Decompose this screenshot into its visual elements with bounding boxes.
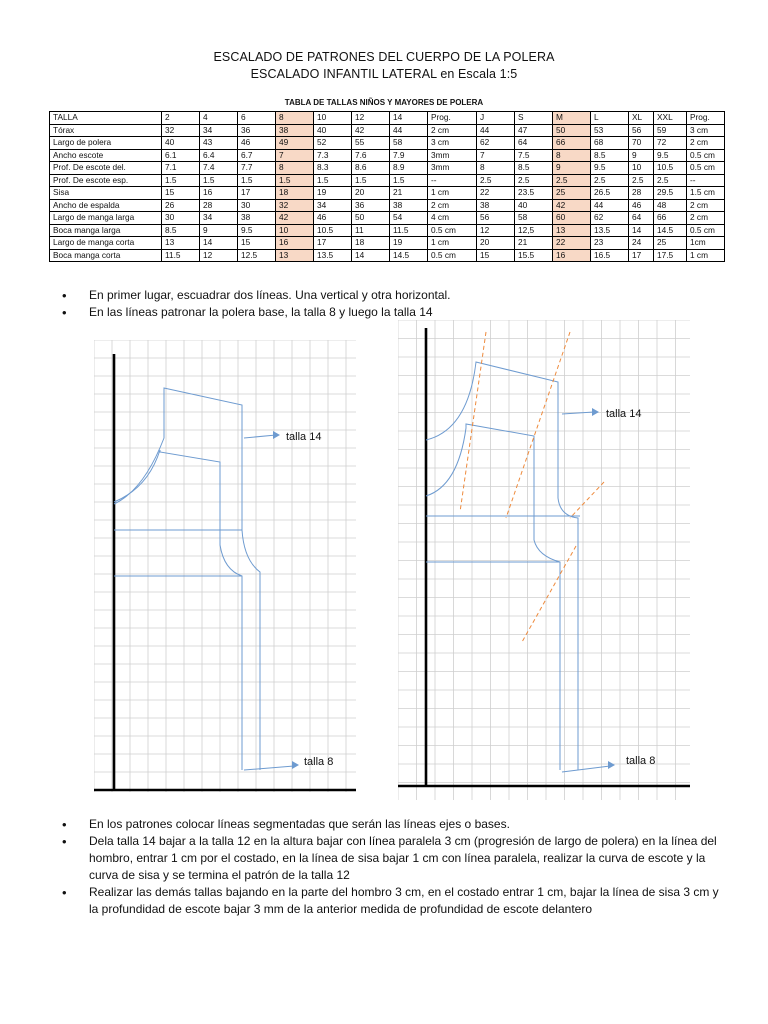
table-cell: 7.5 xyxy=(515,149,553,162)
table-cell: 10 xyxy=(314,112,352,125)
table-cell: 48 xyxy=(654,199,687,212)
table-cell: 34 xyxy=(314,199,352,212)
row-label-cell: Boca manga corta xyxy=(50,249,162,262)
table-cell: 2.5 xyxy=(515,174,553,187)
table-cell: 46 xyxy=(629,199,654,212)
table-cell: 50 xyxy=(352,212,390,225)
table-cell: 64 xyxy=(515,137,553,150)
table-row xyxy=(50,224,725,237)
table-cell: 15 xyxy=(162,187,200,200)
table-cell: 3 cm xyxy=(687,124,725,137)
table-cell: 9 xyxy=(553,162,591,175)
table-cell: 14.5 xyxy=(654,224,687,237)
table-cell: 21 xyxy=(515,237,553,250)
table-cell: 2.5 xyxy=(629,174,654,187)
table-cell: L xyxy=(591,112,629,125)
table-cell: 7.4 xyxy=(200,162,238,175)
table-cell: -- xyxy=(428,174,477,187)
table-cell: 3 cm xyxy=(428,137,477,150)
table-cell: 29.5 xyxy=(654,187,687,200)
table-cell: 40 xyxy=(162,137,200,150)
table-cell: 25 xyxy=(654,237,687,250)
table-cell: 8 xyxy=(553,149,591,162)
table-cell: 18 xyxy=(276,187,314,200)
table-cell: 12 xyxy=(352,112,390,125)
arrow-head xyxy=(608,761,615,769)
table-cell: 7.7 xyxy=(238,162,276,175)
dashed-base-line xyxy=(570,482,604,518)
table-cell: 16 xyxy=(200,187,238,200)
table-cell: 15 xyxy=(238,237,276,250)
table-cell: 16 xyxy=(276,237,314,250)
table-cell: 62 xyxy=(477,137,515,150)
row-label-cell: Ancho de espalda xyxy=(50,199,162,212)
table-cell: 8 xyxy=(477,162,515,175)
table-cell: 44 xyxy=(390,124,428,137)
table-cell: 72 xyxy=(654,137,687,150)
row-label-cell: Boca manga larga xyxy=(50,224,162,237)
table-cell: 3mm xyxy=(428,162,477,175)
table-cell: 3mm xyxy=(428,149,477,162)
table-cell: 26 xyxy=(162,199,200,212)
table-cell: 7 xyxy=(477,149,515,162)
table-cell: 26.5 xyxy=(591,187,629,200)
table-cell: 1.5 xyxy=(162,174,200,187)
table-cell: 6.1 xyxy=(162,149,200,162)
table-cell: 11 xyxy=(352,224,390,237)
table-cell: 66 xyxy=(654,212,687,225)
table-row xyxy=(50,174,725,187)
table-cell: 23 xyxy=(591,237,629,250)
table-cell: 1.5 cm xyxy=(687,187,725,200)
table-cell: 11.5 xyxy=(162,249,200,262)
table-cell: 2 cm xyxy=(687,212,725,225)
table-cell: XXL xyxy=(654,112,687,125)
table-cell: 0.5 cm xyxy=(687,149,725,162)
table-cell: 0.5 cm xyxy=(428,224,477,237)
table-cell: 70 xyxy=(629,137,654,150)
table-row xyxy=(50,199,725,212)
table-cell: 22 xyxy=(477,187,515,200)
table-cell: 58 xyxy=(515,212,553,225)
table-cell: 7.6 xyxy=(352,149,390,162)
table-cell: 10.5 xyxy=(314,224,352,237)
table-cell: 54 xyxy=(390,212,428,225)
table-cell: 56 xyxy=(477,212,515,225)
document-title: ESCALADO DE PATRONES DEL CUERPO DE LA POLERA xyxy=(213,50,555,64)
table-cell: 6.7 xyxy=(238,149,276,162)
list-item: • En las líneas patronar la polera base, la talla 8 y luego la talla 14 xyxy=(62,304,702,321)
table-cell: 10 xyxy=(276,224,314,237)
label-talla-14: talla 14 xyxy=(286,431,322,443)
table-cell: 8.3 xyxy=(314,162,352,175)
table-cell: 64 xyxy=(629,212,654,225)
table-cell: 55 xyxy=(352,137,390,150)
table-cell: 30 xyxy=(238,199,276,212)
table-cell: 8.6 xyxy=(352,162,390,175)
table-cell: 25 xyxy=(553,187,591,200)
table-cell: 38 xyxy=(477,199,515,212)
table-cell: 60 xyxy=(553,212,591,225)
pattern-diagram-dashed-axes xyxy=(398,320,690,800)
table-cell: Prog. xyxy=(687,112,725,125)
table-cell: 28 xyxy=(629,187,654,200)
table-cell: 47 xyxy=(515,124,553,137)
label-talla-8: talla 8 xyxy=(626,755,656,767)
table-cell: 1cm xyxy=(687,237,725,250)
table-cell: 7.1 xyxy=(162,162,200,175)
row-label-cell: TALLA xyxy=(50,112,162,125)
table-cell: 14 xyxy=(629,224,654,237)
table-cell: 1.5 xyxy=(238,174,276,187)
arrow-head xyxy=(273,431,280,439)
table-cell: 17.5 xyxy=(654,249,687,262)
table-cell: 2 cm xyxy=(428,124,477,137)
table-cell: 1.5 xyxy=(200,174,238,187)
table-cell: 1.5 xyxy=(314,174,352,187)
table-cell: 2 cm xyxy=(687,137,725,150)
table-cell: 0.5 cm xyxy=(687,162,725,175)
table-cell: 19 xyxy=(390,237,428,250)
table-cell: 2.5 xyxy=(477,174,515,187)
pattern-diagram-base xyxy=(94,340,356,792)
table-cell: 49 xyxy=(276,137,314,150)
table-cell: 32 xyxy=(162,124,200,137)
table-cell: 15 xyxy=(477,249,515,262)
table-cell: 36 xyxy=(238,124,276,137)
table-cell: 11.5 xyxy=(390,224,428,237)
table-cell: 6.4 xyxy=(200,149,238,162)
list-item: • En los patrones colocar líneas segmentadas que serán las líneas ejes o bases. xyxy=(62,816,722,833)
table-caption: TABLA DE TALLAS NIÑOS Y MAYORES DE POLERA xyxy=(284,98,484,107)
table-header-row xyxy=(50,112,725,125)
table-cell: 9 xyxy=(200,224,238,237)
table-cell: 13 xyxy=(553,224,591,237)
table-cell: 58 xyxy=(390,137,428,150)
table-cell: 46 xyxy=(314,212,352,225)
table-cell: 14 xyxy=(390,112,428,125)
table-cell: J xyxy=(477,112,515,125)
document-subtitle: ESCALADO INFANTIL LATERAL en Escala 1:5 xyxy=(250,67,518,81)
row-label-cell: Tórax xyxy=(50,124,162,137)
instructions-grading-list xyxy=(62,816,722,918)
table-row xyxy=(50,212,725,225)
table-cell: 21 xyxy=(390,187,428,200)
table-cell: 30 xyxy=(162,212,200,225)
table-cell: 9.5 xyxy=(238,224,276,237)
table-cell: 20 xyxy=(477,237,515,250)
table-cell: 24 xyxy=(629,237,654,250)
table-cell: 9.5 xyxy=(654,149,687,162)
table-cell: 1.5 xyxy=(352,174,390,187)
arrow-talla-8 xyxy=(562,766,610,772)
table-cell: 38 xyxy=(390,199,428,212)
dashed-base-line xyxy=(460,332,486,512)
table-cell: 52 xyxy=(314,137,352,150)
table-cell: 4 cm xyxy=(428,212,477,225)
table-cell: 2.5 xyxy=(553,174,591,187)
table-cell: 13 xyxy=(162,237,200,250)
table-row xyxy=(50,149,725,162)
table-cell: 46 xyxy=(238,137,276,150)
arrow-head xyxy=(592,408,599,416)
table-cell: 14.5 xyxy=(390,249,428,262)
table-cell: 8.5 xyxy=(515,162,553,175)
label-talla-8: talla 8 xyxy=(304,756,334,768)
row-label-cell: Prof. De escote esp. xyxy=(50,174,162,187)
table-cell: 8 xyxy=(276,162,314,175)
list-item: • Dela talla 14 bajar a la talla 12 en la altura bajar con línea paralela 3 cm (progresión de largo de polera) en la línea del hombro, entrar 1 cm por el costado, en la línea de sisa bajar 1 cm con línea paralela, realizar la curva de escote y la curva de sisa y se termina el patrón de la talla 12 xyxy=(62,833,722,884)
table-cell: 62 xyxy=(591,212,629,225)
table-cell: 68 xyxy=(591,137,629,150)
table-cell: 1 cm xyxy=(428,237,477,250)
arrow-talla-14 xyxy=(244,435,276,438)
table-cell: 38 xyxy=(276,124,314,137)
table-cell: 16.5 xyxy=(591,249,629,262)
table-cell: 9.5 xyxy=(591,162,629,175)
table-cell: 8 xyxy=(276,112,314,125)
table-cell: 17 xyxy=(629,249,654,262)
table-cell: 22 xyxy=(553,237,591,250)
table-cell: 36 xyxy=(352,199,390,212)
size-table xyxy=(49,111,725,262)
list-item: • Realizar las demás tallas bajando en la parte del hombro 3 cm, en el costado entrar 1 cm, bajar la línea de sisa 3 cm y la profundidad de escote bajar 3 mm de la anterior medida de profundidad de escote delantero xyxy=(62,884,722,918)
grid xyxy=(398,320,690,800)
table-cell: 40 xyxy=(314,124,352,137)
table-cell: 7.9 xyxy=(390,149,428,162)
table-cell: 2 xyxy=(162,112,200,125)
table-cell: 53 xyxy=(591,124,629,137)
arrow-head xyxy=(292,761,299,769)
row-label-cell: Largo de manga larga xyxy=(50,212,162,225)
table-cell: 2 cm xyxy=(687,199,725,212)
table-row xyxy=(50,237,725,250)
table-cell: 10.5 xyxy=(654,162,687,175)
table-cell: 8.9 xyxy=(390,162,428,175)
pattern-talla-8 xyxy=(426,424,560,770)
table-cell: 1.5 xyxy=(390,174,428,187)
table-cell: 13.5 xyxy=(591,224,629,237)
table-cell: M xyxy=(553,112,591,125)
table-cell: 6 xyxy=(238,112,276,125)
table-cell: 34 xyxy=(200,124,238,137)
table-cell: 13 xyxy=(276,249,314,262)
table-cell: 0.5 cm xyxy=(687,224,725,237)
table-cell: 66 xyxy=(553,137,591,150)
table-cell: 1.5 xyxy=(276,174,314,187)
row-label-cell: Sisa xyxy=(50,187,162,200)
table-row xyxy=(50,249,725,262)
table-cell: 12,5 xyxy=(515,224,553,237)
table-cell: 40 xyxy=(515,199,553,212)
table-cell: 1 cm xyxy=(687,249,725,262)
table-cell: 8.5 xyxy=(591,149,629,162)
table-cell: 38 xyxy=(238,212,276,225)
instructions-intro-list xyxy=(62,287,702,321)
table-cell: 43 xyxy=(200,137,238,150)
table-cell: 0.5 cm xyxy=(428,249,477,262)
table-cell: 14 xyxy=(352,249,390,262)
table-cell: 50 xyxy=(553,124,591,137)
row-label-cell: Largo de manga corta xyxy=(50,237,162,250)
table-row xyxy=(50,137,725,150)
table-cell: 17 xyxy=(314,237,352,250)
row-label-cell: Largo de polera xyxy=(50,137,162,150)
table-row xyxy=(50,187,725,200)
table-cell: 8.5 xyxy=(162,224,200,237)
table-cell: 1 cm xyxy=(428,187,477,200)
table-cell: 19 xyxy=(314,187,352,200)
table-cell: -- xyxy=(687,174,725,187)
table-cell: 59 xyxy=(654,124,687,137)
table-cell: 56 xyxy=(629,124,654,137)
table-cell: 42 xyxy=(352,124,390,137)
list-item: • En primer lugar, escuadrar dos líneas. Una vertical y otra horizontal. xyxy=(62,287,702,304)
table-cell: 42 xyxy=(276,212,314,225)
grid xyxy=(94,340,356,792)
table-cell: 42 xyxy=(553,199,591,212)
table-row xyxy=(50,124,725,137)
table-cell: 32 xyxy=(276,199,314,212)
table-cell: 14 xyxy=(200,237,238,250)
table-cell: 44 xyxy=(591,199,629,212)
table-cell: 7.3 xyxy=(314,149,352,162)
table-cell: 28 xyxy=(200,199,238,212)
table-cell: 23.5 xyxy=(515,187,553,200)
table-cell: XL xyxy=(629,112,654,125)
table-cell: S xyxy=(515,112,553,125)
table-cell: 2 cm xyxy=(428,199,477,212)
table-cell: 4 xyxy=(200,112,238,125)
table-cell: Prog. xyxy=(428,112,477,125)
table-cell: 34 xyxy=(200,212,238,225)
table-cell: 10 xyxy=(629,162,654,175)
row-label-cell: Prof. De escote del. xyxy=(50,162,162,175)
table-cell: 20 xyxy=(352,187,390,200)
table-cell: 2.5 xyxy=(591,174,629,187)
table-cell: 12 xyxy=(477,224,515,237)
table-cell: 7 xyxy=(276,149,314,162)
dashed-base-line xyxy=(506,332,570,518)
table-cell: 15.5 xyxy=(515,249,553,262)
row-label-cell: Ancho escote xyxy=(50,149,162,162)
table-cell: 2.5 xyxy=(654,174,687,187)
table-row xyxy=(50,162,725,175)
label-talla-14: talla 14 xyxy=(606,408,642,420)
table-cell: 12 xyxy=(200,249,238,262)
table-cell: 13.5 xyxy=(314,249,352,262)
table-cell: 17 xyxy=(238,187,276,200)
table-cell: 16 xyxy=(553,249,591,262)
table-cell: 12.5 xyxy=(238,249,276,262)
arrow-talla-8 xyxy=(244,766,294,770)
table-cell: 18 xyxy=(352,237,390,250)
table-cell: 9 xyxy=(629,149,654,162)
table-cell: 44 xyxy=(477,124,515,137)
